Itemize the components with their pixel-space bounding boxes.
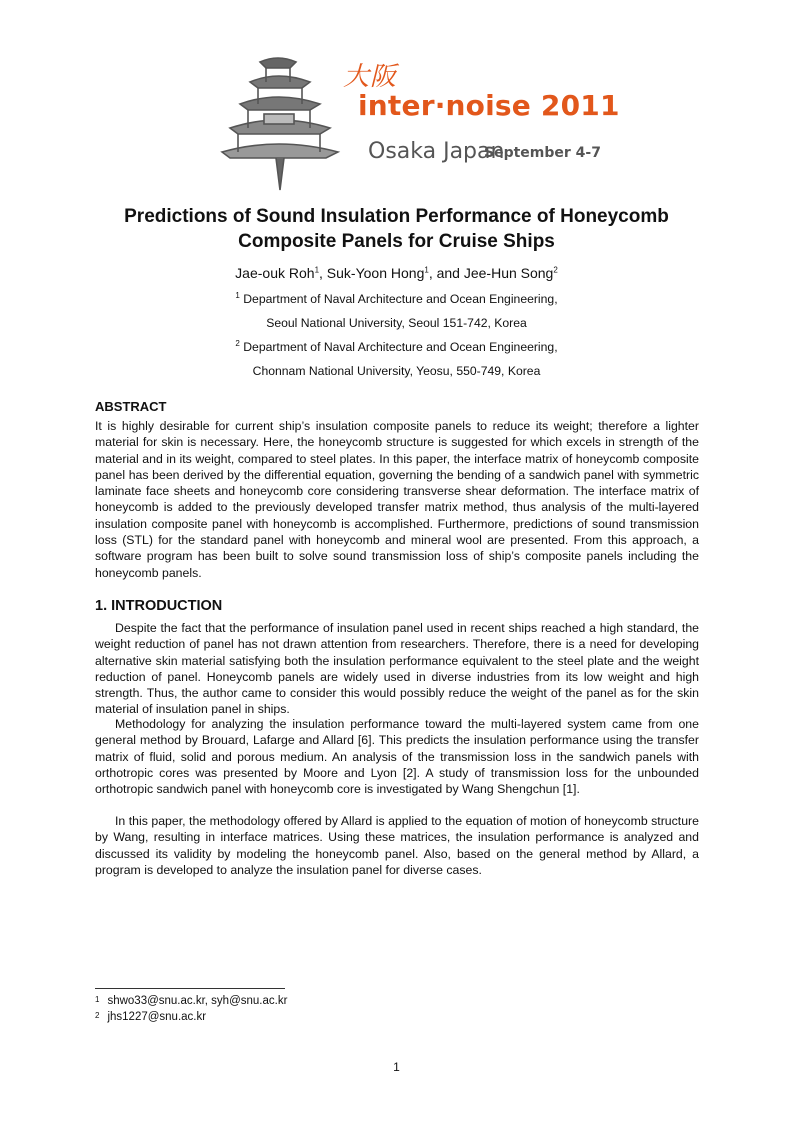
author-separator: , [319,265,327,281]
abstract-body: It is highly desirable for current ship’s insulation composite panels to reduce its weight; therefore a lighter material for skin is necessary. Here, the honeycomb structure is suggested for which excels in strength of the material and in its weight, compared to steel plates. In this paper, the interface matrix of honeycomb composite panel has been derived by the differential equation, governing the bending of a sandwich panel with symmetric laminate face sheets and honeycomb core considering transverse shear deformation. The interface matrix of honeycomb is added to the previously developed transfer matrix method, thus analysis of the multi-layered insulation composite panel with honeycomb is accomplished. Furthermore, predictions of sound transmission loss (STL) for the standard panel with honeycomb and mineral wool are presented. From this approach, a software program has been built to solve sound transmission loss of ship’s composite panels including the honeycomb panels. [95,419,699,580]
affiliation-1-line-1 [60,292,733,306]
conference-logo-castle [220,52,600,192]
footnote-1 [95,995,287,1007]
affiliation-2-line-2: Chonnam National University, Yeosu, 550-749, Korea [252,364,541,378]
author-affil-mark: 1 [424,265,429,275]
paper-title [60,204,733,254]
footnote-email: jhs1227@snu.ac.kr [107,1011,207,1023]
logo-city: Osaka Japan [368,139,505,164]
affiliation-1-line-2: Seoul National University, Seoul 151-742, Korea [266,316,527,330]
affil-text: Department of Naval Architecture and Ocean Engineering, [243,292,558,306]
page-number: 1 [393,1060,400,1074]
affiliation-2-line-1 [60,340,733,354]
logo-dates: September 4-7 [484,145,601,161]
author-separator: , and [428,265,464,281]
paper-title-line-2: Composite Panels for Cruise Ships [238,231,555,252]
logo-title: inter·noise 2011 [358,89,620,122]
intro-paragraph-2: Methodology for analyzing the insulation performance toward the multi-layered system came from one general method by Brouard, Lafarge and Allard [6]. This predicts the insulation performance using the transfer matrix of fluid, solid and porous medium. An analysis of the transmission loss in the sandwich panels with orthotropic cores was presented by Moore and Lyon [2]. A study of transmission loss for the unbounded orthotropic sandwich panel with honeycomb core is investigated by Wang Shengchun [1]. [95,717,699,797]
author-name: Jae-ouk Roh [235,265,315,281]
affil-text: Department of Naval Architecture and Ocean Engineering, [243,340,558,354]
logo-kanji: 大阪 [343,62,398,92]
affil-mark: 2 [235,338,240,348]
section-heading-introduction: 1. INTRODUCTION [95,598,223,614]
author-affil-mark: 1 [314,265,320,275]
footnote-email: shwo33@snu.ac.kr, syh@snu.ac.kr [107,995,288,1007]
author-list [60,265,733,281]
author-affil-mark: 2 [553,265,558,275]
abstract-heading: ABSTRACT [95,399,167,414]
footnote-2 [95,1011,206,1023]
paper-title-line-1: Predictions of Sound Insulation Performance of Honeycomb [124,206,669,227]
author-name: Jee-Hun Song [463,265,554,281]
intro-paragraph-1: Despite the fact that the performance of insulation panel used in recent ships reached a high standard, the weight reduction of panel has not drawn attention from researchers. Therefore, there is a need for developing alternative skin material satisfying both the insulation performance equivalent to the steel plate and the weight reduction of panel. Honeycomb panels are widely used in diverse industries from its low weight and high strength. Thus, the author came to consider this would possibly reduce the weight of the panel as for the skin material of insulation panel in ships. [95,621,699,717]
intro-paragraph-3: In this paper, the methodology offered by Allard is applied to the equation of motion of honeycomb structure by Wang, resulting in interface matrices. Using these matrices, the insulation performance is analyzed and discussed its validity by modeling the honeycomb panel. Also, based on the general method by Allard, a program is developed to analyze the insulation panel for diverse cases. [95,814,699,877]
footnote-divider [95,988,285,989]
footnote-mark: 1 [95,995,100,1004]
footnote-mark: 2 [95,1011,100,1020]
affil-mark: 1 [235,290,240,300]
author-name: Suk-Yoon Hong [326,265,425,281]
